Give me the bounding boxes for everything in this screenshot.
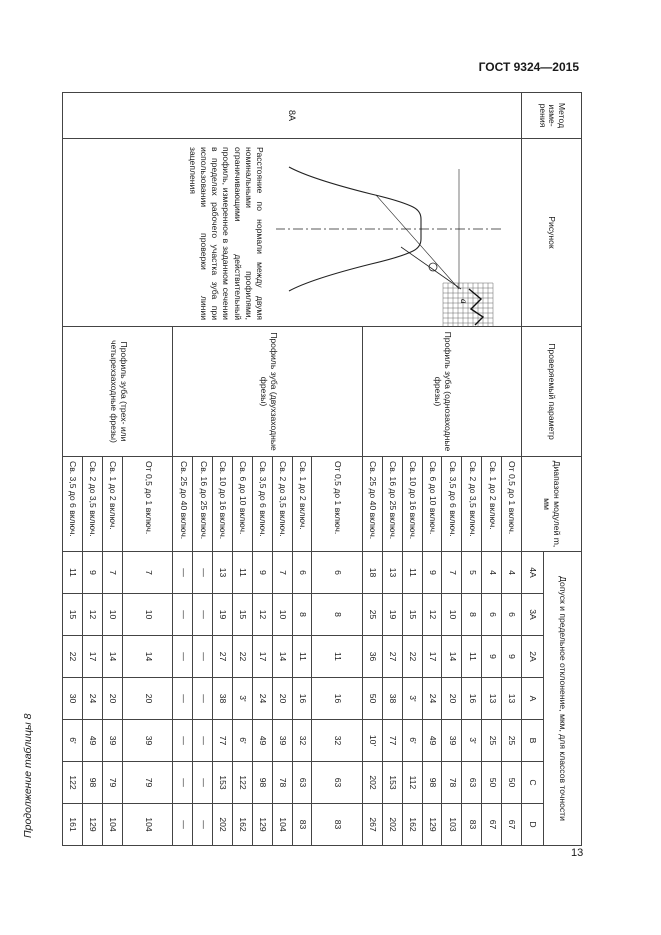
module-range: От 0,5 до 1 включ. (122, 457, 173, 552)
tolerance-value: 24 (252, 678, 272, 720)
header-tolerance: Допуск и предельное отклонение, мкм, для классов точности (544, 552, 582, 846)
tolerance-value: 13 (502, 678, 522, 720)
module-range: Св. 6 до 10 включ. (232, 457, 252, 552)
tolerance-value: 153 (382, 762, 402, 804)
tolerance-value: 267 (363, 804, 383, 846)
module-range: Св. 6 до 10 включ. (422, 457, 442, 552)
module-range: Св. 3,5 до 6 включ. (252, 457, 272, 552)
tolerance-value: 36 (363, 636, 383, 678)
tolerance-value: — (193, 762, 213, 804)
tolerance-value: 202 (213, 804, 233, 846)
tolerance-value: 49 (252, 720, 272, 762)
tolerance-value: — (173, 678, 193, 720)
tolerance-value: 25 (363, 594, 383, 636)
tolerance-value: 98 (83, 762, 103, 804)
tolerance-value: 9 (252, 552, 272, 594)
tolerance-value: 50 (363, 678, 383, 720)
header-method: Метод изме-рения (522, 93, 582, 139)
tolerance-value: — (173, 762, 193, 804)
figure-cell (63, 139, 522, 327)
tolerance-value: 4 (482, 552, 502, 594)
module-range: Св. 2 до 3,5 включ. (462, 457, 482, 552)
tolerance-value: 50 (502, 762, 522, 804)
tolerance-value: — (173, 636, 193, 678)
checked-parameter: Профиль зуба (трех- или четырехзаходные фрезы) (63, 327, 173, 457)
tolerance-value: 8 (462, 594, 482, 636)
tolerance-value: 112 (402, 762, 422, 804)
tolerance-value: 83 (312, 804, 363, 846)
table-row (502, 93, 522, 846)
tolerance-value: 153 (213, 762, 233, 804)
tolerance-value: 162 (402, 804, 422, 846)
tolerance-value: 3' (402, 678, 422, 720)
tolerance-value: 20 (442, 678, 462, 720)
tolerance-value: 83 (292, 804, 312, 846)
tooth-profile-figure (271, 139, 521, 326)
tolerance-value: 15 (232, 594, 252, 636)
tolerance-table (62, 92, 582, 846)
tolerance-value: 9 (482, 636, 502, 678)
tolerance-value: 19 (213, 594, 233, 636)
tolerance-value: 77 (213, 720, 233, 762)
tolerance-value: — (193, 636, 213, 678)
tolerance-value: 104 (122, 804, 173, 846)
header-range: Диапазон модулей m, мм (522, 457, 582, 552)
tolerance-value: 202 (363, 762, 383, 804)
label-a: a (459, 299, 469, 304)
tolerance-value: 17 (83, 636, 103, 678)
tolerance-value: 32 (312, 720, 363, 762)
tolerance-value: 7 (122, 552, 173, 594)
tolerance-value: 129 (83, 804, 103, 846)
tolerance-value: 78 (272, 762, 292, 804)
tolerance-value: 38 (213, 678, 233, 720)
tolerance-value: 129 (422, 804, 442, 846)
tolerance-value: 39 (122, 720, 173, 762)
tolerance-value: 63 (462, 762, 482, 804)
tolerance-value: 7 (272, 552, 292, 594)
tolerance-value: 50 (482, 762, 502, 804)
module-range: Св. 25 до 40 включ. (363, 457, 383, 552)
tolerance-value: 49 (83, 720, 103, 762)
header-parameter: Проверяемый параметр (522, 327, 582, 457)
tolerance-value: 77 (382, 720, 402, 762)
tolerance-value: 13 (213, 552, 233, 594)
tolerance-value: 6 (292, 552, 312, 594)
tolerance-value: 15 (402, 594, 422, 636)
tolerance-value: 20 (102, 678, 122, 720)
tolerance-value: — (173, 804, 193, 846)
tolerance-value: 63 (292, 762, 312, 804)
tolerance-value: 6' (402, 720, 422, 762)
tolerance-value: — (173, 594, 193, 636)
tolerance-value: 63 (312, 762, 363, 804)
module-range: От 0,5 до 1 включ. (502, 457, 522, 552)
tolerance-value: 9 (422, 552, 442, 594)
tolerance-value: 6 (482, 594, 502, 636)
tolerance-value: 122 (232, 762, 252, 804)
tolerance-value: 16 (292, 678, 312, 720)
tolerance-value: 15 (63, 594, 83, 636)
tolerance-value: 25 (482, 720, 502, 762)
module-range: Св. 2 до 3,5 включ. (83, 457, 103, 552)
checked-parameter: Профиль зуба (двухзаходные фрезы) (173, 327, 363, 457)
tolerance-value: 98 (422, 762, 442, 804)
tolerance-value: 22 (402, 636, 422, 678)
header-class: 3A (522, 594, 544, 636)
tolerance-value: 49 (422, 720, 442, 762)
module-range: Св. 1 до 2 включ. (102, 457, 122, 552)
tolerance-value: 98 (252, 762, 272, 804)
tolerance-value: 129 (252, 804, 272, 846)
header-class: 4A (522, 552, 544, 594)
tolerance-value: 3' (462, 720, 482, 762)
header-class: 2A (522, 636, 544, 678)
rotated-table-area (62, 92, 582, 845)
tolerance-value: 18 (363, 552, 383, 594)
tolerance-value: 67 (482, 804, 502, 846)
tolerance-value: 8 (312, 594, 363, 636)
tolerance-value: 22 (232, 636, 252, 678)
tolerance-value: 32 (292, 720, 312, 762)
tolerance-value: 39 (272, 720, 292, 762)
tolerance-value: 6 (502, 594, 522, 636)
tolerance-value: 6' (232, 720, 252, 762)
tolerance-value: — (193, 804, 213, 846)
method-id: 8A (63, 93, 522, 139)
module-range: Св. 25 до 40 включ. (173, 457, 193, 552)
tolerance-value: 67 (502, 804, 522, 846)
tolerance-value: — (193, 720, 213, 762)
tolerance-value: 17 (422, 636, 442, 678)
tolerance-value: 11 (63, 552, 83, 594)
tolerance-value: 6' (63, 720, 83, 762)
tolerance-value: 11 (232, 552, 252, 594)
tolerance-value: 3' (232, 678, 252, 720)
tolerance-value: 9 (83, 552, 103, 594)
page-number: 13 (571, 847, 584, 859)
tolerance-value: 27 (382, 636, 402, 678)
tolerance-value: 19 (382, 594, 402, 636)
tolerance-value: 12 (83, 594, 103, 636)
tooth-profile-drawing (271, 139, 521, 327)
header-figure: Рисунок (522, 139, 582, 327)
tolerance-value: 104 (102, 804, 122, 846)
tolerance-value: 10 (272, 594, 292, 636)
module-range: Св. 1 до 2 включ. (482, 457, 502, 552)
module-range: Св. 3,5 до 6 включ. (63, 457, 83, 552)
module-range: Св. 16 до 25 включ. (382, 457, 402, 552)
tolerance-value: 17 (252, 636, 272, 678)
tolerance-value: 79 (122, 762, 173, 804)
tolerance-value: 6 (312, 552, 363, 594)
tolerance-value: — (173, 552, 193, 594)
tolerance-value: 202 (382, 804, 402, 846)
tolerance-value: 103 (442, 804, 462, 846)
zoom-grid (443, 283, 493, 327)
tolerance-value: 30 (63, 678, 83, 720)
tolerance-value: 16 (462, 678, 482, 720)
checked-parameter: Профиль зуба (однозаходные фрезы) (363, 327, 522, 457)
tolerance-value: — (193, 594, 213, 636)
tolerance-value: 24 (422, 678, 442, 720)
tolerance-value: 83 (462, 804, 482, 846)
tolerance-value: 20 (272, 678, 292, 720)
module-range: Св. 10 до 16 включ. (402, 457, 422, 552)
module-range: Св. 16 до 25 включ. (193, 457, 213, 552)
figure-description: Расстояние по нормали между двумя номинальными профилями, ограничивающими действительный профиль, измеренное в заданном сечении в пределах рабочего участка зуба при использовании проверки линии зацепления (187, 147, 265, 320)
tolerance-value: 7 (442, 552, 462, 594)
tolerance-value: 162 (232, 804, 252, 846)
tolerance-value: 78 (442, 762, 462, 804)
tolerance-value: 24 (83, 678, 103, 720)
tolerance-value: 39 (442, 720, 462, 762)
tolerance-value: 10 (442, 594, 462, 636)
tolerance-value: 14 (272, 636, 292, 678)
tolerance-value: 14 (102, 636, 122, 678)
tolerance-value: 9 (502, 636, 522, 678)
tolerance-value: 13 (482, 678, 502, 720)
tolerance-value: 11 (462, 636, 482, 678)
tolerance-value: 4 (502, 552, 522, 594)
tolerance-value: 14 (122, 636, 173, 678)
header-class: D (522, 804, 544, 846)
tolerance-value: 27 (213, 636, 233, 678)
header-class: C (522, 762, 544, 804)
tolerance-value: 10 (102, 594, 122, 636)
tolerance-value: 11 (292, 636, 312, 678)
tolerance-value: 11 (402, 552, 422, 594)
tolerance-value: 38 (382, 678, 402, 720)
tolerance-value: 7 (102, 552, 122, 594)
tolerance-value: 14 (442, 636, 462, 678)
header-class: B (522, 720, 544, 762)
tolerance-value: 11 (312, 636, 363, 678)
tolerance-value: 25 (502, 720, 522, 762)
tolerance-value: 5 (462, 552, 482, 594)
tolerance-value: 10' (363, 720, 383, 762)
module-range: Св. 2 до 3,5 включ. (272, 457, 292, 552)
tolerance-value: 12 (252, 594, 272, 636)
module-range: Св. 3,5 до 6 включ. (442, 457, 462, 552)
module-range: Св. 1 до 2 включ. (292, 457, 312, 552)
tolerance-value: 39 (102, 720, 122, 762)
module-range: Св. 10 до 16 включ. (213, 457, 233, 552)
tolerance-value: 10 (122, 594, 173, 636)
tolerance-value: — (193, 678, 213, 720)
tolerance-value: 12 (422, 594, 442, 636)
standard-number: ГОСТ 9324—2015 (478, 60, 579, 74)
tolerance-value: 79 (102, 762, 122, 804)
tolerance-value: — (193, 552, 213, 594)
tolerance-value: 20 (122, 678, 173, 720)
tolerance-value: 122 (63, 762, 83, 804)
header-class: A (522, 678, 544, 720)
tolerance-value: 8 (292, 594, 312, 636)
tolerance-value: 161 (63, 804, 83, 846)
tolerance-value: 22 (63, 636, 83, 678)
tolerance-value: 104 (272, 804, 292, 846)
tolerance-value: — (173, 720, 193, 762)
module-range: От 0,5 до 1 включ. (312, 457, 363, 552)
tolerance-value: 13 (382, 552, 402, 594)
tolerance-value: 16 (312, 678, 363, 720)
